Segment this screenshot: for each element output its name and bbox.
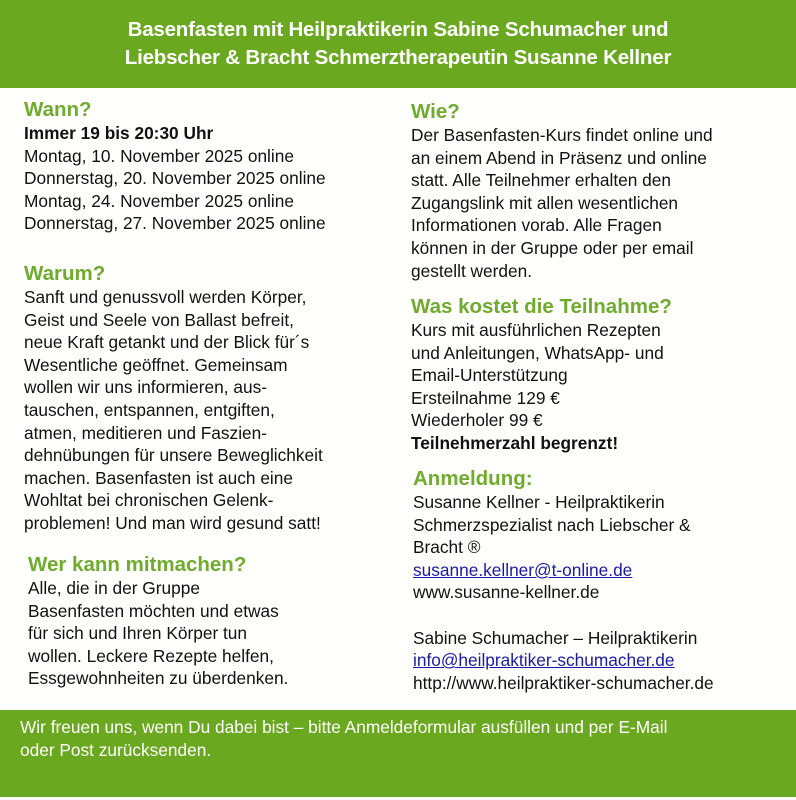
text-line: Der Basenfasten-Kurs findet online und	[411, 125, 713, 145]
contact1-website: www.susanne-kellner.de	[413, 582, 600, 603]
text-line: problemen! Und man wird gesund satt!	[24, 512, 321, 533]
text-line: an einem Abend in Präsenz und online	[411, 147, 707, 168]
text-line: für sich und Ihren Körper tun	[28, 623, 248, 644]
text-line: können in der Gruppe oder per email	[411, 237, 694, 258]
text-line: Geist und Seele von Ballast befreit,	[24, 309, 294, 330]
date-item: Donnerstag, 27. November 2025 online	[24, 213, 326, 234]
text-line: machen. Basenfasten ist auch eine	[24, 467, 293, 488]
text-line: und Anleitungen, WhatsApp- und	[411, 342, 664, 363]
text-line: statt. Alle Teilnehmer erhalten den	[411, 170, 672, 191]
heading-wer: Wer kann mitmachen?	[28, 553, 247, 576]
text-line: gestellt werden.	[411, 260, 533, 281]
spacer	[413, 604, 714, 627]
text-line: Wesentliche geöffnet. Gemeinsam	[24, 354, 288, 375]
section-warum	[24, 262, 323, 535]
text-line: Essgewohnheiten zu überdenken.	[28, 668, 289, 689]
text-line: dehnübungen für unsere Beweglichkeit	[24, 445, 323, 466]
section-wie	[411, 100, 713, 282]
section-wer	[28, 553, 288, 690]
text-line: neue Kraft getankt und der Blick für´s	[24, 332, 310, 353]
price-first: Ersteilnahme 129 €	[411, 387, 560, 408]
text-line: wollen wir uns informieren, aus-	[24, 377, 267, 398]
contact2-email-link[interactable]: info@heilpraktiker-schumacher.de	[413, 650, 675, 671]
text-line: Kurs mit ausführlichen Rezepten	[411, 320, 661, 340]
header-banner	[0, 0, 796, 88]
contact2-website: http://www.heilpraktiker-schumacher.de	[413, 672, 714, 693]
contact1-line: Schmerzspezialist nach Liebscher &	[413, 514, 691, 535]
contact1-email-link[interactable]: susanne.kellner@t-online.de	[413, 559, 633, 580]
heading-warum: Warum?	[24, 262, 106, 285]
footer-line1: Wir freuen uns, wenn Du dabei bist – bitte Anmeldeformular ausfüllen und per E-Mail	[20, 717, 668, 737]
price-repeat: Wiederholer 99 €	[411, 410, 543, 431]
header-title-line1: Basenfasten mit Heilpraktikerin Sabine Schumacher und	[127, 18, 669, 41]
text-line: Wohltat bei chronischen Gelenk-	[24, 490, 274, 511]
footer-banner	[0, 710, 796, 797]
header-title-line2: Liebscher & Bracht Schmerztherapeutin Susanne Kellner	[124, 46, 672, 69]
text-line: Zugangslink mit allen wesentlichen	[411, 192, 679, 213]
date-item: Donnerstag, 20. November 2025 online	[24, 168, 326, 189]
section-wann	[24, 98, 326, 235]
heading-kosten: Was kostet die Teilnahme?	[411, 295, 672, 318]
contact2-name: Sabine Schumacher – Heilpraktikerin	[413, 627, 698, 648]
text-line: Alle, die in der Gruppe	[28, 578, 200, 598]
section-kosten	[411, 295, 672, 455]
text-line: tauschen, entspannen, entgiften,	[24, 399, 275, 420]
text-line: Informationen vorab. Alle Fragen	[411, 215, 662, 236]
text-line: atmen, meditieren und Faszien-	[24, 422, 268, 443]
text-line: Sanft und genussvoll werden Körper,	[24, 287, 307, 307]
footer-line2: oder Post zurücksenden.	[20, 740, 212, 760]
contact1-line: Susanne Kellner - Heilpraktikerin	[413, 492, 665, 512]
date-item: Montag, 10. November 2025 online	[24, 145, 294, 166]
heading-wann: Wann?	[24, 98, 92, 121]
heading-anmeldung: Anmeldung:	[413, 467, 533, 490]
contact1-line: Bracht ®	[413, 537, 481, 558]
date-item: Montag, 24. November 2025 online	[24, 190, 294, 211]
limit-notice: Teilnehmerzahl begrenzt!	[411, 432, 619, 453]
section-anmeldung	[413, 467, 714, 694]
heading-wie: Wie?	[411, 100, 460, 123]
time-text: Immer 19 bis 20:30 Uhr	[24, 123, 214, 143]
text-line: Basenfasten möchten und etwas	[28, 600, 279, 621]
text-line: Email-Unterstützung	[411, 365, 568, 386]
text-line: wollen. Leckere Rezepte helfen,	[28, 645, 274, 666]
